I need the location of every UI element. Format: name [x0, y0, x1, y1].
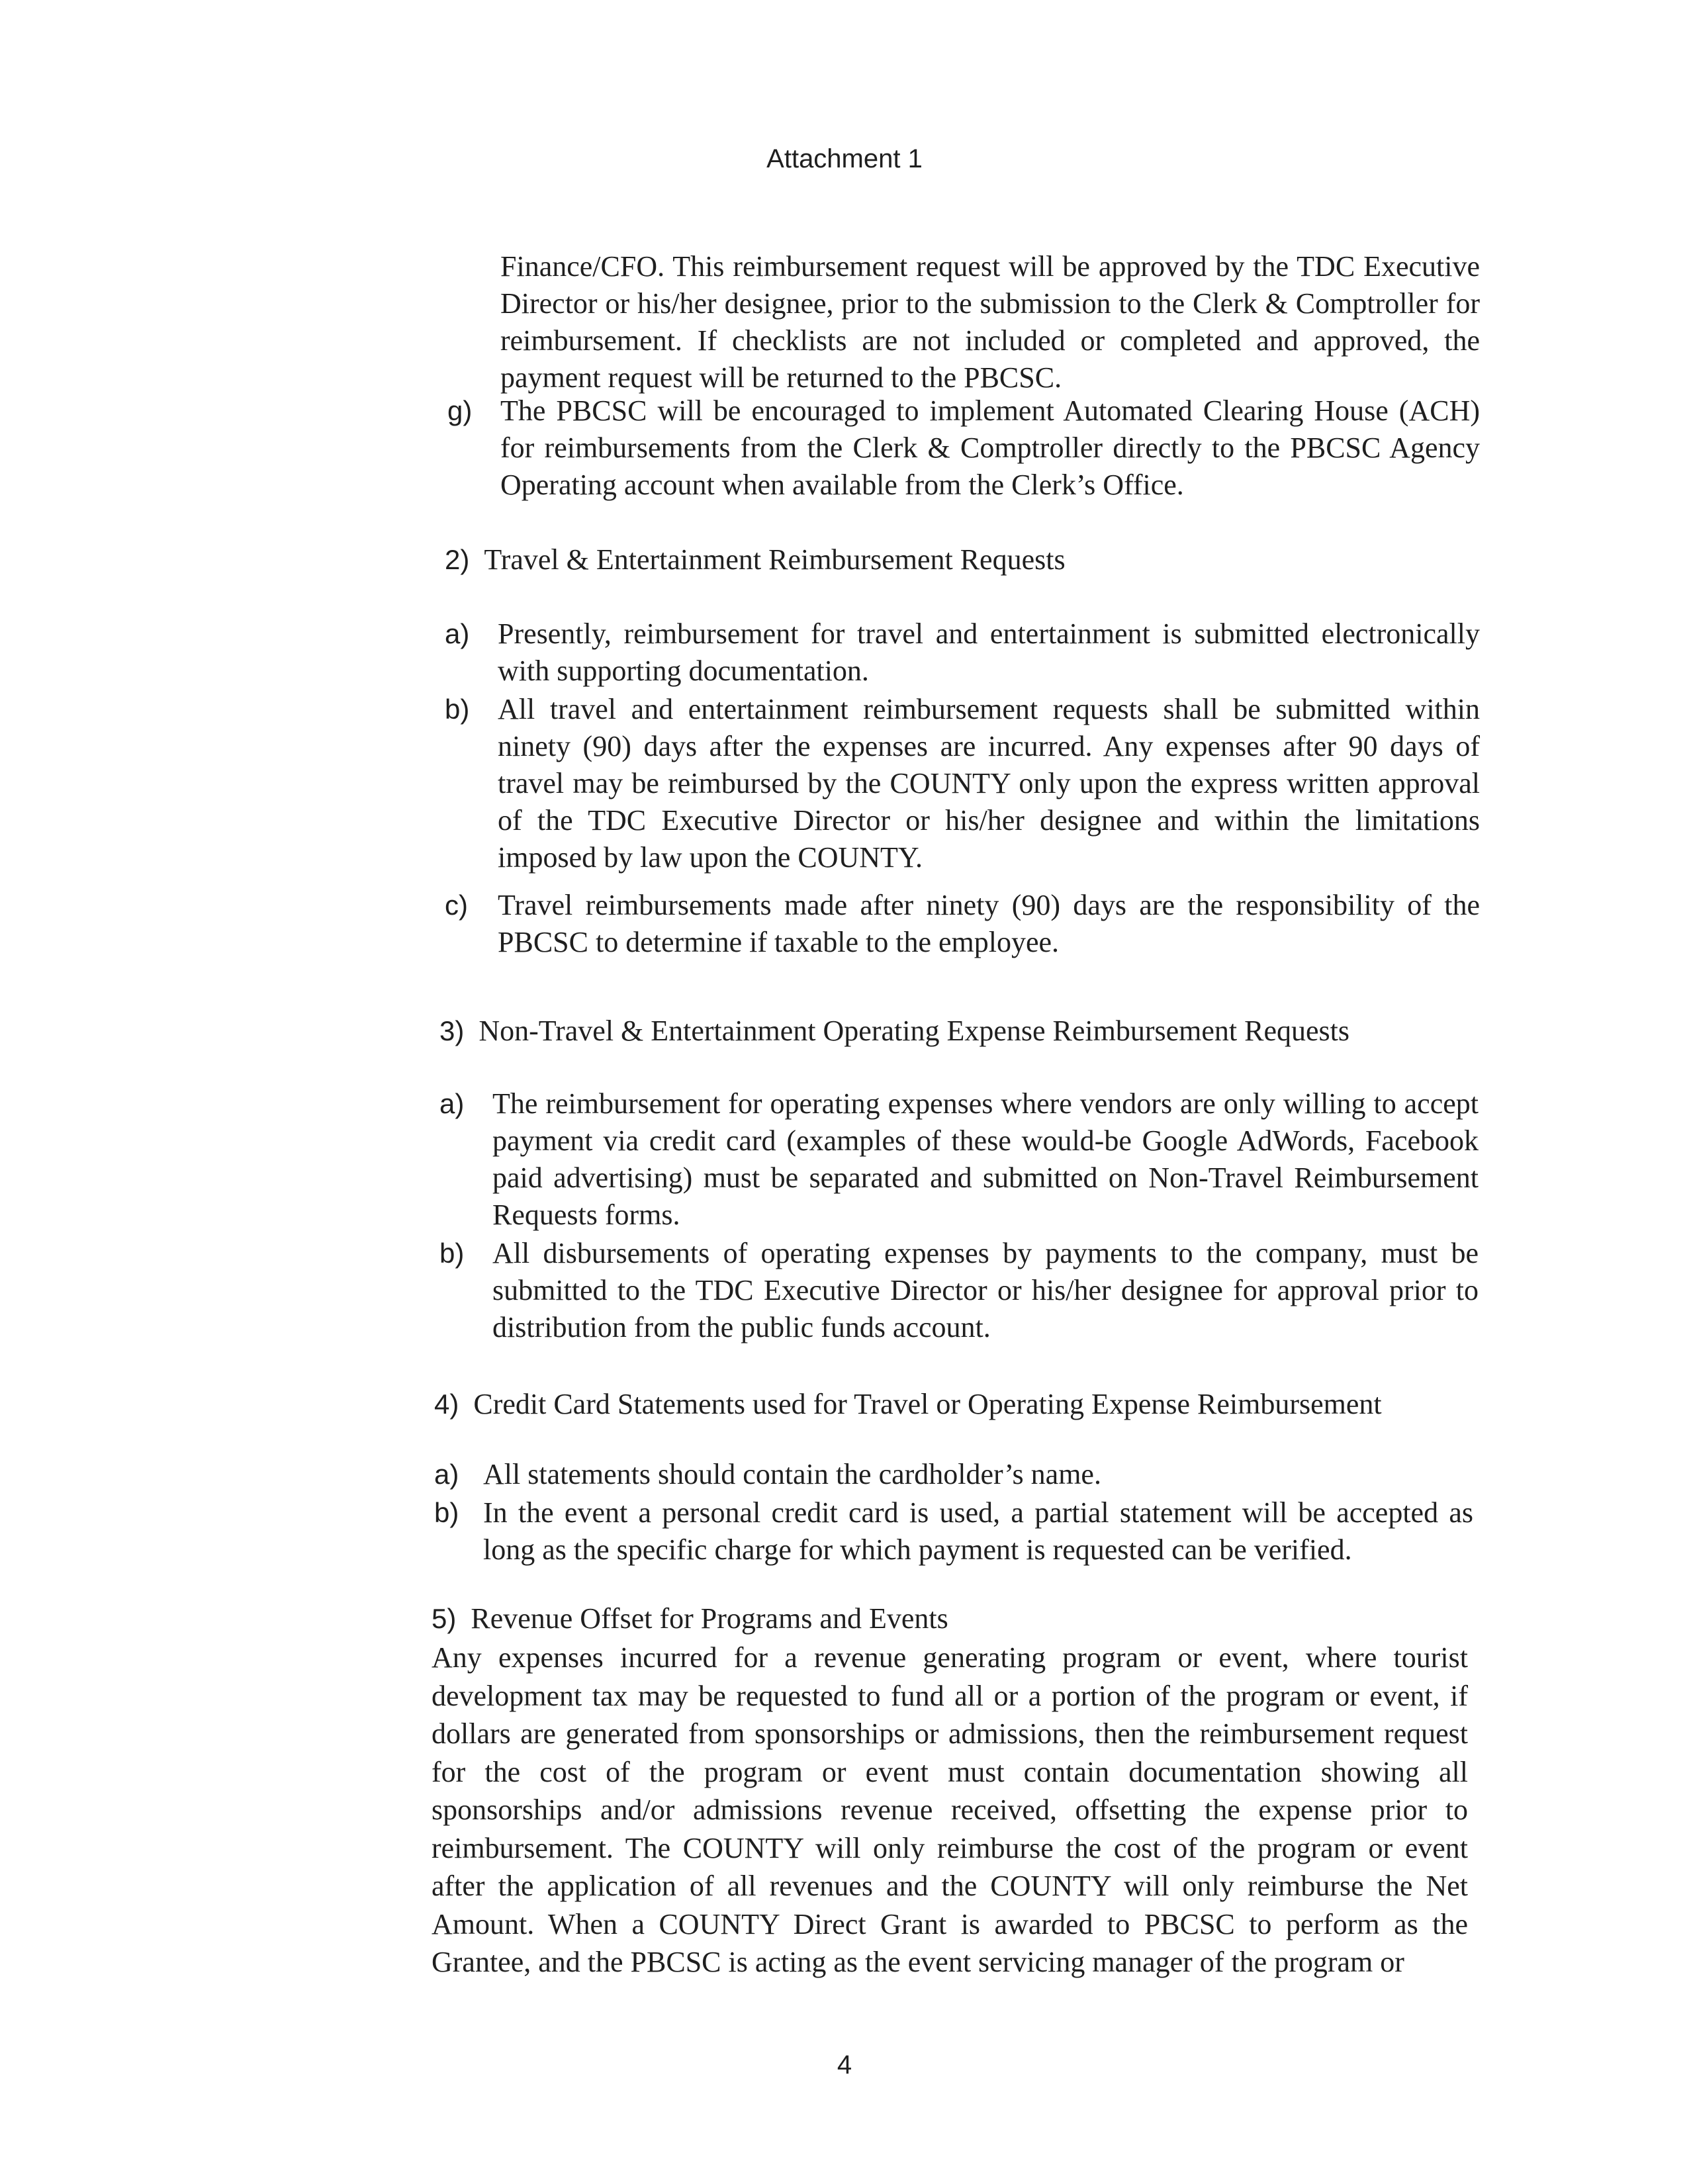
item-text: Travel reimbursements made after ninety (90) days are the responsibility of the PBCSC to determine if taxable to the employee. [498, 889, 1480, 958]
section-heading-5 [432, 1600, 948, 1637]
item-text: All statements should contain the cardholder’s name. [483, 1458, 1101, 1490]
page-header: Attachment 1 [766, 144, 923, 173]
list-item-g [447, 392, 1480, 505]
section-number: 5) [432, 1603, 457, 1634]
section-title: Non-Travel & Entertainment Operating Expense Reimbursement Requests [479, 1015, 1349, 1047]
item-text: Presently, reimbursement for travel and entertainment is submitted electronically with supporting documentation. [498, 617, 1480, 687]
page-number: 4 [837, 2050, 852, 2079]
item-marker: a) [434, 1459, 459, 1490]
item-marker: a) [445, 618, 470, 649]
section-number: 3) [439, 1015, 465, 1046]
section-heading-3 [439, 1013, 1349, 1050]
section-number: 2) [445, 544, 470, 575]
section-heading-4 [434, 1386, 1382, 1423]
item-text: In the event a personal credit card is used, a partial statement will be accepted as long as the specific charge for which payment is requested can be verified. [483, 1496, 1473, 1566]
item-text: The PBCSC will be encouraged to implement Automated Clearing House (ACH) for reimbursements from the Clerk & Comptroller directly to the PBCSC Agency Operating account when available from the Clerk’s Office. [500, 394, 1480, 501]
section-title: Credit Card Statements used for Travel or Operating Expense Reimbursement [473, 1388, 1382, 1420]
item-marker: g) [447, 395, 473, 426]
item-marker: a) [439, 1088, 465, 1119]
item-marker: c) [445, 889, 468, 921]
list-item-2a [445, 615, 1480, 690]
section-title: Revenue Offset for Programs and Events [471, 1602, 948, 1635]
item-marker: b) [434, 1497, 459, 1528]
list-item-2c [445, 887, 1480, 961]
item-marker: b) [445, 694, 470, 725]
list-item-4a [434, 1456, 1473, 1493]
section-title: Travel & Entertainment Reimbursement Requests [484, 543, 1066, 576]
section-heading-2 [445, 541, 1066, 578]
continuation-paragraph: Finance/CFO. This reimbursement request will be approved by the TDC Executive Director or his/her designee, prior to the submission to the Clerk & Comptroller for reimbursement. If checklists are not included or completed and approved, the payment request will be returned to the PBCSC. [500, 250, 1480, 394]
list-item-3a [439, 1085, 1479, 1234]
item-text: The reimbursement for operating expenses where vendors are only willing to accept payment via credit card (examples of these would-be Google AdWords, Facebook paid advertising) must be separated and submitted on Non-Travel Reimbursement Requests forms. [492, 1087, 1479, 1231]
list-item-3b [439, 1235, 1479, 1347]
item-text: All travel and entertainment reimbursement requests shall be submitted within ninety (90) days after the expenses are incurred. Any expenses after 90 days of travel may be reimbursed by the COUNTY only upon the express written approval of the TDC Executive Director or his/her designee and within the limitations imposed by law upon the COUNTY. [498, 693, 1480, 874]
section-number: 4) [434, 1388, 459, 1420]
item-text: All disbursements of operating expenses by payments to the company, must be submitted to the TDC Executive Director or his/her designee for approval prior to distribution from the public funds account. [492, 1237, 1479, 1343]
item-marker: b) [439, 1238, 465, 1269]
revenue-offset-paragraph: Any expenses incurred for a revenue generating program or event, where tourist development tax may be requested to fund all or a portion of the program or event, if dollars are generated from sponsorships or admissions, then the reimbursement request for the cost of the program or event must contain documentation showing all sponsorships and/or admissions revenue received, offsetting the expense prior to reimbursement. The COUNTY will only reimburse the cost of the program or event after the application of all revenues and the COUNTY will only reimburse the Net Amount. When a COUNTY Direct Grant is awarded to PBCSC to perform as the Grantee, and the PBCSC is acting as the event servicing manager of the program or [432, 1641, 1468, 1978]
list-item-4b [434, 1494, 1473, 1569]
list-item-2b [445, 691, 1480, 883]
